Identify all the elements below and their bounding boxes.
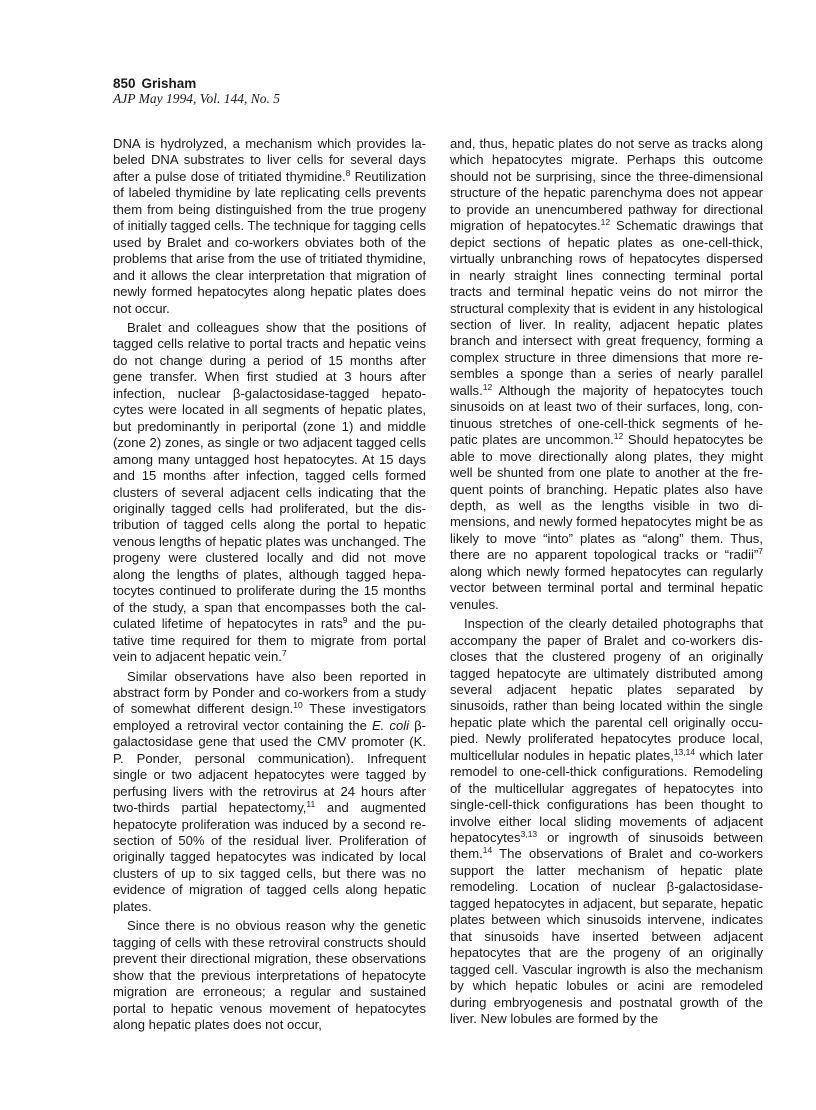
author-name: Grisham bbox=[141, 76, 197, 91]
para-no-obvious-reason: Since there is no obvious reason why the genetic tagging of cells with these retroviral constructs should prevent their directional migration, these observations show that the previous interpretations of hepatocyte migration are erroneous; a regular and sustained portal to hepatic venous movement of hepatocytes along hepatic plates does not occur, bbox=[113, 918, 426, 1033]
para-continued: and, thus, hepatic plates do not serve as tracks along which hepatocytes migrate. Perhaps this outcome should not be surprising, since the three-dimensional structure of the hepatic parenchyma does not appear to provide an unencumbered pathway for directional migration of hepatocytes.$^{12}$ Schematic drawings that depict sections of hepatic plates as one-cell-thick, virtually unbranching rows of hepatocytes dispersed in nearly straight lines connecting terminal portal tracts and terminal hepatic veins do not mirror the structural complexity that is evident in any histological section of liver. In reality, adjacent hepatic plates branch and intersect with great frequency, forming a complex structure in three dimensions that more resembles a sponge than a series of nearly parallel walls.$^{12}$ Although the majority of hepatocytes touch sinusoids on at least two of their surfaces, long, continuous stretches of one-cell-thick segments of hepatic plates are uncommon.$^{12}$ Should hepatocytes be able to move directionally along plates, they might well be shunted from one plate to another at the frequent points of branching. Hepatic plates also have depth, as well as the lengths visible in two dimensions, and newly formed hepatocytes might be as likely to move “into” plates as “along” them. Thus, there are no apparent topological tracks or “radii”$^7$ along which newly formed hepatocytes can regularly vector between terminal portal and terminal hepatic venules. bbox=[450, 136, 763, 612]
para-ponder: Similar observations have also been reported in abstract form by Ponder and co-workers from a study of somewhat different design.$^{10}$ These investigators employed a retroviral vector containing the E. coli β-galactosidase gene that used the CMV promoter (K. P. Ponder, personal communication). Infrequent single or two adjacent hepatocytes were tagged by perfusing livers with the retrovirus at 24 hours after two-thirds partial hepatectomy,$^{11}$ and augmented hepatocyte proliferation was induced by a second resection of 50% of the residual liver. Proliferation of originally tagged hepatocytes was indicated by local clusters of up to six tagged cells, but there was no evidence of migration of tagged cells along hepatic plates. bbox=[113, 668, 427, 914]
running-head bbox=[113, 76, 280, 106]
para-bralet-colleagues: Bralet and colleagues show that the positions of tagged cells relative to portal tracts and hepatic veins do not change during a period of 15 months after gene transfer. When first studied at 3 hours after infection, nuclear β-galactosidase-tagged hepatocytes were located in all segments of hepatic plates, but predominantly in periportal (zone 1) and middle (zone 2) zones, as single or two adjacent tagged cells among many untagged host hepatocytes. At 15 days and 15 months after infection, tagged cells formed clusters of several adjacent cells indicating that the originally tagged cells had proliferated, but the distribution of tagged cells along the portal to hepatic venous lengths of hepatic plates was unchanged. The progeny were clustered locally and did not move along the lengths of plates, although tagged hepatocytes continued to proliferate during the 15 months of the study, a span that encompasses both the calculated lifetime of hepatocytes in rats$^9$ and the putative time required for them to migrate from portal vein to adjacent hepatic vein.$^7$ bbox=[113, 319, 426, 665]
page-number: 850 bbox=[113, 76, 136, 91]
para-continued: DNA is hydrolyzed, a mechanism which provides labeled DNA substrates to liver cells for several days after a pulse dose of tritiated thymidine.$^8$ Reutilization of labeled thymidine by late replicating cells prevents them from being distinguished from the true progeny of initially tagged cells. The technique for tagging cells used by Bralet and co-workers obviates both of the problems that arise from the use of tritiated thymidine, and it allows the clear interpretation that migration of newly formed hepatocytes along hepatic plates does not occur. bbox=[113, 136, 427, 316]
journal-citation: AJP May 1994, Vol. 144, No. 5 bbox=[113, 91, 280, 106]
right-column bbox=[450, 136, 763, 1027]
para-inspection: Inspection of the clearly detailed photographs that accompany the paper of Bralet and co-workers discloses that the clustered progeny of an originally tagged hepatocyte are ultimately distributed among several adjacent hepatic plates separated by sinusoids, rather than being located within the single hepatic plate which the parental cell originally occupied. Newly proliferated hepatocytes produce local, multicellular nodules in hepatic plates,$^{13,14}$ which later remodel to one-cell-thick configurations. Remodeling of the multicellular aggregates of hepatocytes into single-cell-thick configurations has been thought to involve either local sliding movements of adjacent hepatocytes$^{3,13}$ or ingrowth of sinusoids between them.$^{14}$ The observations of Bralet and co-workers support the latter mechanism of hepatic plate remodeling. Location of nuclear β-galactosidase-tagged hepatocytes in adjacent, but separate, hepatic plates between which sinusoids intervene, indicates that sinusoids have inserted between adjacent hepatocytes that are the progeny of an originally tagged cell. Vascular ingrowth is also the mechanism by which hepatic lobules or acini are remodeled during embryogenesis and postnatal growth of the liver. New lobules are formed by the bbox=[450, 616, 763, 1027]
page-number-author-line bbox=[113, 76, 280, 91]
left-column bbox=[113, 136, 426, 1033]
